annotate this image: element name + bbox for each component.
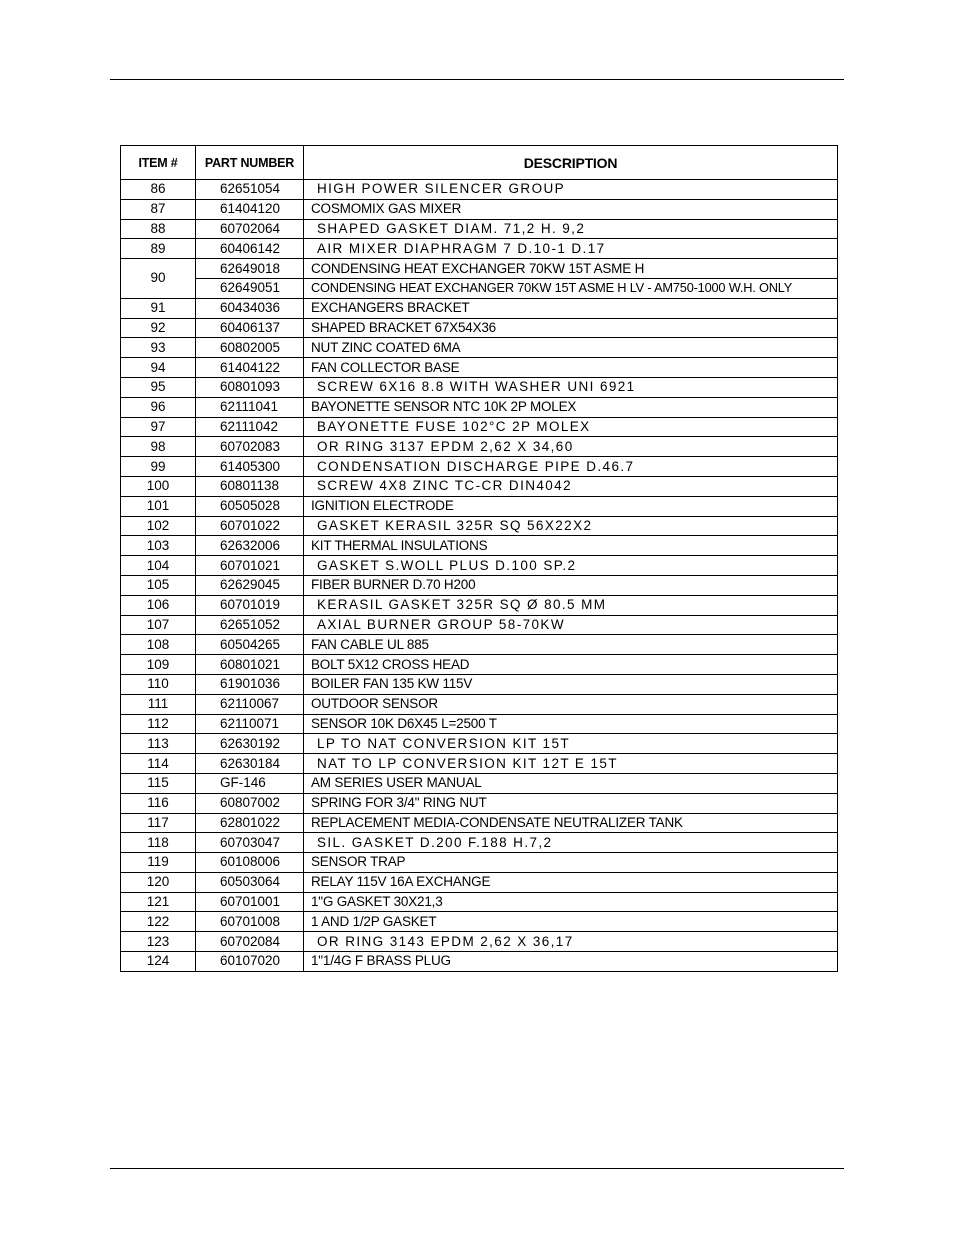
- header-item-number: ITEM #: [121, 146, 196, 180]
- description-cell: 1 AND 1/2P GASKET: [304, 912, 838, 932]
- table-row: [121, 872, 838, 892]
- table-row: [121, 813, 838, 833]
- description-cell: KIT THERMAL INSULATIONS: [304, 536, 838, 556]
- item-number-cell: 90: [121, 259, 196, 299]
- table-row: [121, 278, 838, 298]
- parts-table-body: [121, 180, 838, 972]
- part-number-cell: 60107020: [196, 952, 304, 972]
- item-number-cell: 94: [121, 358, 196, 378]
- description-cell: SHAPED GASKET DIAM. 71,2 H. 9,2: [304, 219, 838, 239]
- part-number-cell: 62629045: [196, 575, 304, 595]
- part-number-cell: 62649051: [196, 278, 304, 298]
- table-row: [121, 556, 838, 576]
- item-number-cell: 123: [121, 932, 196, 952]
- description-cell: SENSOR 10K D6X45 L=2500 T: [304, 714, 838, 734]
- description-cell: SCREW 4X8 ZINC TC-CR DIN4042: [304, 476, 838, 496]
- description-cell: COSMOMIX GAS MIXER: [304, 199, 838, 219]
- item-number-cell: 100: [121, 476, 196, 496]
- part-number-cell: 60406137: [196, 318, 304, 338]
- table-row: [121, 694, 838, 714]
- table-row: [121, 417, 838, 437]
- part-number-cell: 60701022: [196, 516, 304, 536]
- item-number-cell: 105: [121, 575, 196, 595]
- item-number-cell: 101: [121, 496, 196, 516]
- part-number-cell: 60434036: [196, 298, 304, 318]
- part-number-cell: 60802005: [196, 338, 304, 358]
- description-cell: BAYONETTE SENSOR NTC 10K 2P MOLEX: [304, 397, 838, 417]
- table-row: [121, 575, 838, 595]
- item-number-cell: 110: [121, 674, 196, 694]
- item-number-cell: 121: [121, 892, 196, 912]
- part-number-cell: 60801093: [196, 377, 304, 397]
- part-number-cell: 60703047: [196, 833, 304, 853]
- table-row: [121, 259, 838, 279]
- header-rule: [110, 79, 844, 80]
- table-row: [121, 239, 838, 259]
- part-number-cell: 62630192: [196, 734, 304, 754]
- item-number-cell: 104: [121, 556, 196, 576]
- part-number-cell: 60505028: [196, 496, 304, 516]
- table-row: [121, 476, 838, 496]
- part-number-cell: 61901036: [196, 674, 304, 694]
- item-number-cell: 92: [121, 318, 196, 338]
- description-cell: NUT ZINC COATED 6MA: [304, 338, 838, 358]
- table-row: [121, 932, 838, 952]
- description-cell: SHAPED BRACKET 67X54X36: [304, 318, 838, 338]
- header-part-number: PART NUMBER: [196, 146, 304, 180]
- part-number-cell: GF-146: [196, 773, 304, 793]
- table-row: [121, 595, 838, 615]
- part-number-cell: 62110071: [196, 714, 304, 734]
- part-number-cell: 60503064: [196, 872, 304, 892]
- table-row: [121, 358, 838, 378]
- part-number-cell: 60801138: [196, 476, 304, 496]
- header-description: DESCRIPTION: [304, 146, 838, 180]
- item-number-cell: 98: [121, 437, 196, 457]
- table-row: [121, 793, 838, 813]
- description-cell: IGNITION ELECTRODE: [304, 496, 838, 516]
- description-cell: FAN COLLECTOR BASE: [304, 358, 838, 378]
- table-row: [121, 338, 838, 358]
- table-row: [121, 397, 838, 417]
- item-number-cell: 91: [121, 298, 196, 318]
- part-number-cell: 62801022: [196, 813, 304, 833]
- description-cell: EXCHANGERS BRACKET: [304, 298, 838, 318]
- table-row: [121, 833, 838, 853]
- item-number-cell: 111: [121, 694, 196, 714]
- description-cell: GASKET S.WOLL PLUS D.100 SP.2: [304, 556, 838, 576]
- description-cell: BOILER FAN 135 KW 115V: [304, 674, 838, 694]
- item-number-cell: 116: [121, 793, 196, 813]
- table-row: [121, 457, 838, 477]
- part-number-cell: 62110067: [196, 694, 304, 714]
- item-number-cell: 88: [121, 219, 196, 239]
- item-number-cell: 108: [121, 635, 196, 655]
- item-number-cell: 99: [121, 457, 196, 477]
- part-number-cell: 62651052: [196, 615, 304, 635]
- part-number-cell: 60108006: [196, 853, 304, 873]
- item-number-cell: 86: [121, 180, 196, 200]
- item-number-cell: 109: [121, 655, 196, 675]
- description-cell: BAYONETTE FUSE 102°C 2P MOLEX: [304, 417, 838, 437]
- part-number-cell: 60701001: [196, 892, 304, 912]
- part-number-cell: 60702084: [196, 932, 304, 952]
- table-row: [121, 674, 838, 694]
- item-number-cell: 117: [121, 813, 196, 833]
- item-number-cell: 95: [121, 377, 196, 397]
- description-cell: 1"G GASKET 30X21,3: [304, 892, 838, 912]
- item-number-cell: 120: [121, 872, 196, 892]
- description-cell: HIGH POWER SILENCER GROUP: [304, 180, 838, 200]
- part-number-cell: 62632006: [196, 536, 304, 556]
- description-cell: FIBER BURNER D.70 H200: [304, 575, 838, 595]
- description-cell: CONDENSATION DISCHARGE PIPE D.46.7: [304, 457, 838, 477]
- description-cell: SENSOR TRAP: [304, 853, 838, 873]
- table-row: [121, 536, 838, 556]
- description-cell: BOLT 5X12 CROSS HEAD: [304, 655, 838, 675]
- table-row: [121, 516, 838, 536]
- table-row: [121, 377, 838, 397]
- item-number-cell: 112: [121, 714, 196, 734]
- part-number-cell: 60406142: [196, 239, 304, 259]
- item-number-cell: 107: [121, 615, 196, 635]
- table-row: [121, 219, 838, 239]
- item-number-cell: 87: [121, 199, 196, 219]
- part-number-cell: 62649018: [196, 259, 304, 279]
- table-row: [121, 952, 838, 972]
- description-cell: SIL. GASKET D.200 F.188 H.7,2: [304, 833, 838, 853]
- description-cell: CONDENSING HEAT EXCHANGER 70KW 15T ASME H: [304, 259, 838, 279]
- description-cell: OUTDOOR SENSOR: [304, 694, 838, 714]
- item-number-cell: 122: [121, 912, 196, 932]
- item-number-cell: 124: [121, 952, 196, 972]
- table-row: [121, 892, 838, 912]
- part-number-cell: 60701021: [196, 556, 304, 576]
- item-number-cell: 115: [121, 773, 196, 793]
- part-number-cell: 62651054: [196, 180, 304, 200]
- item-number-cell: 103: [121, 536, 196, 556]
- table-row: [121, 298, 838, 318]
- part-number-cell: 60504265: [196, 635, 304, 655]
- part-number-cell: 61405300: [196, 457, 304, 477]
- part-number-cell: 61404122: [196, 358, 304, 378]
- description-cell: AIR MIXER DIAPHRAGM 7 D.10-1 D.17: [304, 239, 838, 259]
- table-row: [121, 180, 838, 200]
- description-cell: OR RING 3143 EPDM 2,62 X 36,17: [304, 932, 838, 952]
- table-row: [121, 635, 838, 655]
- part-number-cell: 62111042: [196, 417, 304, 437]
- table-row: [121, 496, 838, 516]
- item-number-cell: 97: [121, 417, 196, 437]
- table-row: [121, 754, 838, 774]
- item-number-cell: 113: [121, 734, 196, 754]
- table-row: [121, 615, 838, 635]
- footer-rule: [110, 1168, 844, 1169]
- item-number-cell: 89: [121, 239, 196, 259]
- part-number-cell: 61404120: [196, 199, 304, 219]
- item-number-cell: 118: [121, 833, 196, 853]
- part-number-cell: 60801021: [196, 655, 304, 675]
- part-number-cell: 60701008: [196, 912, 304, 932]
- description-cell: RELAY 115V 16A EXCHANGE: [304, 872, 838, 892]
- description-cell: LP TO NAT CONVERSION KIT 15T: [304, 734, 838, 754]
- table-row: [121, 655, 838, 675]
- part-number-cell: 62630184: [196, 754, 304, 774]
- description-cell: SPRING FOR 3/4" RING NUT: [304, 793, 838, 813]
- item-number-cell: 114: [121, 754, 196, 774]
- item-number-cell: 119: [121, 853, 196, 873]
- table-row: [121, 734, 838, 754]
- table-row: [121, 199, 838, 219]
- table-row: [121, 773, 838, 793]
- part-number-cell: 60702083: [196, 437, 304, 457]
- part-number-cell: 60702064: [196, 219, 304, 239]
- description-cell: AXIAL BURNER GROUP 58-70KW: [304, 615, 838, 635]
- part-number-cell: 60701019: [196, 595, 304, 615]
- description-cell: FAN CABLE UL 885: [304, 635, 838, 655]
- description-cell: OR RING 3137 EPDM 2,62 X 34,60: [304, 437, 838, 457]
- description-cell: REPLACEMENT MEDIA-CONDENSATE NEUTRALIZER TANK: [304, 813, 838, 833]
- item-number-cell: 96: [121, 397, 196, 417]
- table-row: [121, 853, 838, 873]
- item-number-cell: 102: [121, 516, 196, 536]
- table-row: [121, 912, 838, 932]
- item-number-cell: 93: [121, 338, 196, 358]
- table-row: [121, 714, 838, 734]
- description-cell: GASKET KERASIL 325R SQ 56X22X2: [304, 516, 838, 536]
- description-cell: 1"1/4G F BRASS PLUG: [304, 952, 838, 972]
- table-header-row: [121, 146, 838, 180]
- description-cell: AM SERIES USER MANUAL: [304, 773, 838, 793]
- parts-table: [120, 145, 838, 972]
- part-number-cell: 60807002: [196, 793, 304, 813]
- description-cell: SCREW 6X16 8.8 WITH WASHER UNI 6921: [304, 377, 838, 397]
- item-number-cell: 106: [121, 595, 196, 615]
- description-cell: NAT TO LP CONVERSION KIT 12T E 15T: [304, 754, 838, 774]
- part-number-cell: 62111041: [196, 397, 304, 417]
- table-row: [121, 318, 838, 338]
- table-row: [121, 437, 838, 457]
- description-cell: KERASIL GASKET 325R SQ Ø 80.5 MM: [304, 595, 838, 615]
- description-cell: CONDENSING HEAT EXCHANGER 70KW 15T ASME H LV - AM750-1000 W.H. ONLY: [304, 278, 838, 298]
